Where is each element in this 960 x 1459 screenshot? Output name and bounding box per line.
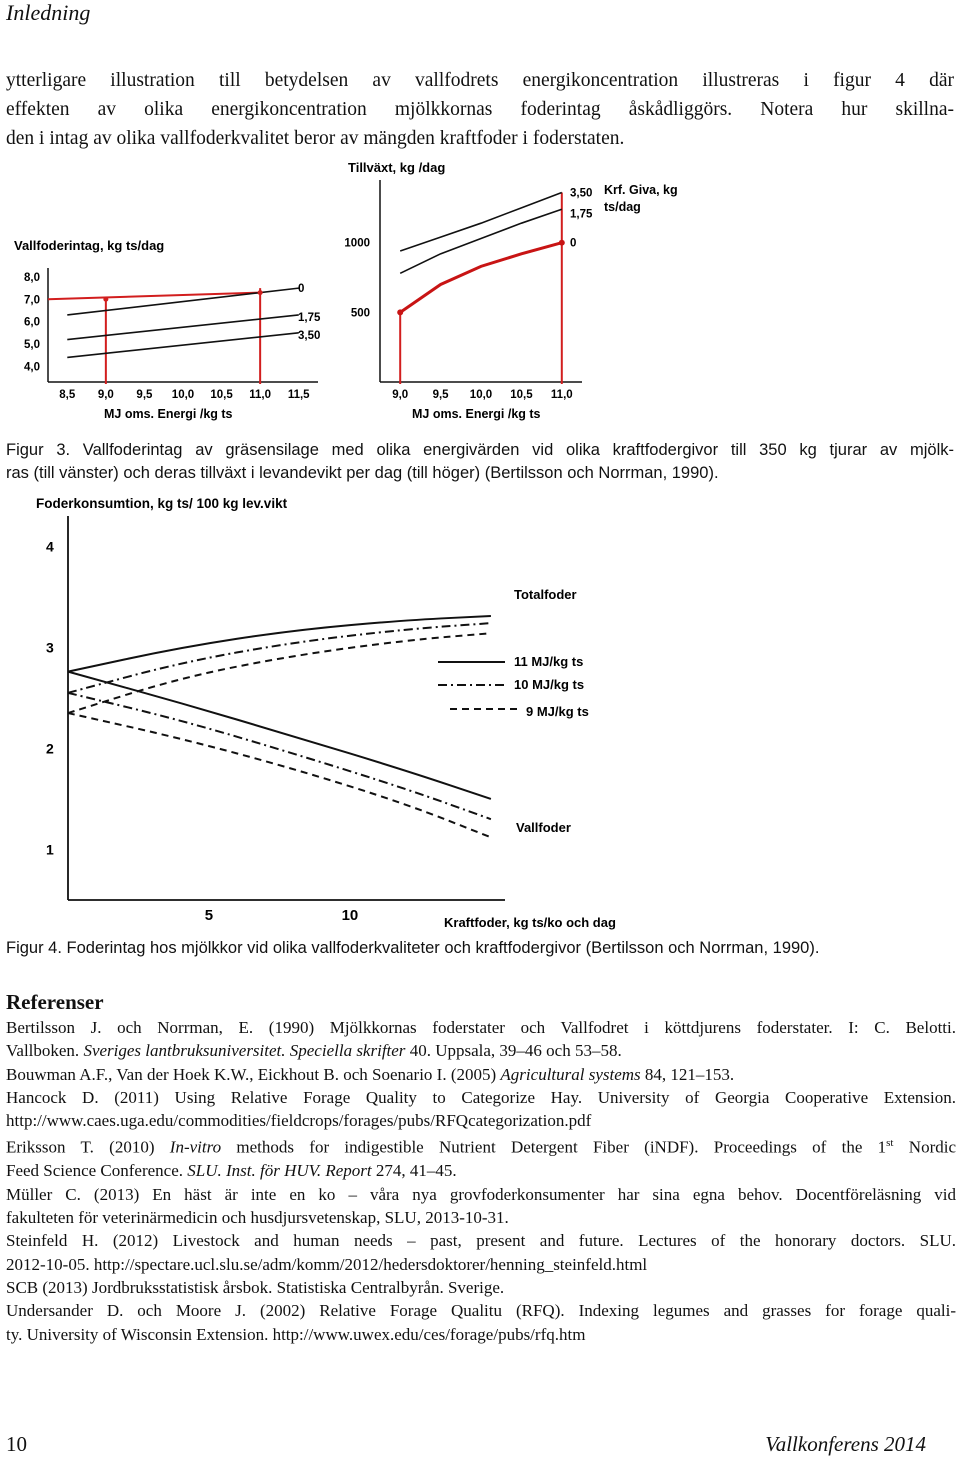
fig4-x-tick-label: 10 xyxy=(341,907,359,924)
left-y-tick-label: 7,0 xyxy=(24,294,40,307)
reference-line: fakulteten för veterinärmedicin och husdjursvetenskap, SLU, 2013-10-31. xyxy=(6,1208,509,1228)
reference-line: Bertilsson J. och Norrman, E. (1990) Mjölkkornas foderstater och Vallfodret i köttdjurens foderstater. I: C. Belotti. xyxy=(6,1018,956,1037)
references-list xyxy=(6,1016,956,1346)
fig4-label-9mj: 9 MJ/kg ts xyxy=(526,704,589,719)
fig4-series-line xyxy=(68,616,491,672)
fig4-y-tick-label: 2 xyxy=(46,740,54,757)
left-x-tick-label: 11,0 xyxy=(249,389,272,401)
running-header: Inledning xyxy=(6,0,91,25)
left-x-tick-label: 9,0 xyxy=(97,389,114,401)
right-series-line xyxy=(400,209,562,273)
right-legend-title-2: ts/dag xyxy=(604,200,641,214)
reference-link[interactable]: http://www.caes.uga.edu/commodities/fieldcrops/forages/pubs/RFQcategorization.pdf xyxy=(6,1111,592,1131)
reference-line: Vallboken. Sveriges lantbruksuniversitet. Speciella skrifter 40. Uppsala, 39–46 och 53–58. xyxy=(6,1041,622,1061)
right-x-tick-label: 11,0 xyxy=(550,389,573,401)
figure3-caption xyxy=(6,439,954,485)
fig4-series-line xyxy=(68,672,491,799)
fig4-x-tick-labels xyxy=(205,907,358,924)
right-ylabel: Tillväxt, kg /dag xyxy=(348,160,446,175)
reference-line: ty. University of Wisconsin Extension. http://www.uwex.edu/ces/forage/pubs/rfq.htm xyxy=(6,1324,586,1344)
left-marker xyxy=(258,290,263,295)
figure3-charts xyxy=(0,158,960,428)
left-series-line xyxy=(67,288,298,315)
left-x-tick-label: 9,5 xyxy=(136,389,153,401)
figure3-caption-line: ras (till vänster) och deras tillväxt i levandevikt per dag (till höger) (Bertilsson och Norrman, 1990). xyxy=(6,464,719,482)
left-marker xyxy=(103,297,108,302)
right-series-label: 1,75 xyxy=(570,208,593,221)
reference-line: Undersander D. och Moore J. (2002) Relative Forage Qualitu (RFQ). Indexing legumes and grasses for forage quali- xyxy=(6,1301,956,1321)
figure3-right-chart xyxy=(344,160,677,421)
intro-line: den i intag av olika vallfoderkvalitet beror av mängden kraftfoder i foderstaten. xyxy=(6,128,625,149)
left-series-lines xyxy=(48,288,299,384)
right-series-labels xyxy=(570,188,593,250)
intro-line: effekten av olika energikoncentration mjölkkornas foderintag åskådliggörs. Notera hur skillna- xyxy=(6,99,954,120)
left-x-tick-labels xyxy=(59,389,310,401)
left-x-tick-label: 8,5 xyxy=(59,389,76,401)
fig4-y-tick-label: 4 xyxy=(46,538,54,555)
fig4-y-tick-label: 3 xyxy=(46,639,54,656)
right-x-tick-label: 10,0 xyxy=(469,389,493,401)
right-x-tick-label: 10,5 xyxy=(510,389,533,401)
left-ylabel: Vallfoderintag, kg ts/dag xyxy=(14,238,165,253)
left-x-tick-label: 11,5 xyxy=(287,389,310,401)
intro-paragraph xyxy=(6,66,954,153)
reference-line: 2012-10-05. http://spectare.ucl.slu.se/adm/komm/2012/hedersdoktorer/henning_steinfeld.html xyxy=(6,1254,648,1274)
left-series-label: 1,75 xyxy=(298,311,321,324)
left-series-labels xyxy=(298,283,321,342)
reference-line: Feed Science Conference. SLU. Inst. för HUV. Report 274, 41–45. xyxy=(6,1161,457,1181)
left-y-tick-label: 8,0 xyxy=(24,271,40,284)
right-xlabel: MJ oms. Energi /kg ts xyxy=(412,407,541,421)
intro-line: ytterligare illustration till betydelsen av vallfodrets energikoncentration illustreras i figur 4 där xyxy=(6,70,954,91)
figure3-caption-line: Figur 3. Vallfoderintag av gräsensilage med olika energivärden vid olika kraftfodergivor till 350 kg tjurar av mjölk- xyxy=(6,441,954,459)
figure4-chart xyxy=(0,492,960,932)
right-series-line xyxy=(400,243,562,313)
publication-name: Vallkonferens 2014 xyxy=(765,1432,926,1456)
left-x-tick-label: 10,0 xyxy=(171,389,195,401)
right-series-lines xyxy=(397,193,565,384)
right-legend-title-1: Krf. Giva, kg xyxy=(604,183,678,197)
left-series-label: 3,50 xyxy=(298,329,321,342)
right-x-tick-label: 9,5 xyxy=(432,389,449,401)
figure3-left-chart xyxy=(14,238,321,421)
fig4-series-lines xyxy=(68,616,491,837)
references-heading: Referenser xyxy=(6,990,104,1014)
fig4-label-11mj: 11 MJ/kg ts xyxy=(514,654,584,669)
fig4-ylabel: Foderkonsumtion, kg ts/ 100 kg lev.vikt xyxy=(36,496,288,511)
fig4-series-line xyxy=(68,693,491,819)
reference-line: SCB (2013) Jordbruksstatistisk årsbok. Statistiska Centralbyrån. Sverige. xyxy=(6,1277,505,1297)
reference-line: Müller C. (2013) En häst är inte en ko – våra nya grovfoderkonsumenter har sina egna behov. Docentföreläsning vid xyxy=(6,1184,956,1204)
right-y-tick-labels xyxy=(344,238,370,320)
reference-line: Hancock D. (2011) Using Relative Forage Quality to Categorize Hay. University of Georgia Cooperative Extension. xyxy=(6,1087,956,1107)
right-series-label: 3,50 xyxy=(570,187,593,200)
page-number: 10 xyxy=(6,1432,27,1456)
fig4-label-totalfoder: Totalfoder xyxy=(514,587,577,602)
left-y-tick-label: 4,0 xyxy=(24,361,40,374)
right-x-tick-labels xyxy=(392,389,572,401)
left-y-tick-label: 5,0 xyxy=(24,339,40,351)
reference-line: Bouwman A.F., Van der Hoek K.W., Eickhout B. och Soenario I. (2005) Agricultural systems 84, 121–153. xyxy=(6,1064,735,1084)
fig4-xlabel: Kraftfoder, kg ts/ko och dag xyxy=(444,915,616,930)
figure4-caption: Figur 4. Foderintag hos mjölkkor vid olika vallfoderkvaliteter och kraftfodergivor (Bertilsson och Norrman, 1990). xyxy=(6,939,820,957)
reference-line: Eriksson T. (2010) In-vitro methods for indigestible Nutrient Detergent Fiber (iNDF). Proceedings of the 1st Nordic xyxy=(6,1137,957,1158)
right-marker xyxy=(559,240,565,246)
right-y-tick-label: 1000 xyxy=(344,237,370,250)
fig4-label-10mj: 10 MJ/kg ts xyxy=(514,677,585,692)
fig4-x-tick-label: 5 xyxy=(204,907,214,924)
right-marker xyxy=(397,309,403,315)
left-xlabel: MJ oms. Energi /kg ts xyxy=(104,407,233,421)
fig4-y-tick-label: 1 xyxy=(46,841,54,858)
fig4-y-tick-labels xyxy=(46,538,54,857)
left-x-tick-label: 10,5 xyxy=(210,389,233,401)
fig4-label-vallfoder: Vallfoder xyxy=(516,820,571,835)
left-y-tick-labels xyxy=(24,272,40,373)
right-series-label: 0 xyxy=(570,237,577,250)
reference-line: Steinfeld H. (2012) Livestock and human needs – past, present and future. Lectures of the honorary doctors. SLU. xyxy=(6,1231,956,1251)
right-series-line xyxy=(400,193,562,252)
left-series-label: 0 xyxy=(298,283,305,296)
right-x-tick-label: 9,0 xyxy=(392,389,409,401)
right-y-tick-label: 500 xyxy=(350,307,370,320)
left-y-tick-label: 6,0 xyxy=(24,316,40,329)
